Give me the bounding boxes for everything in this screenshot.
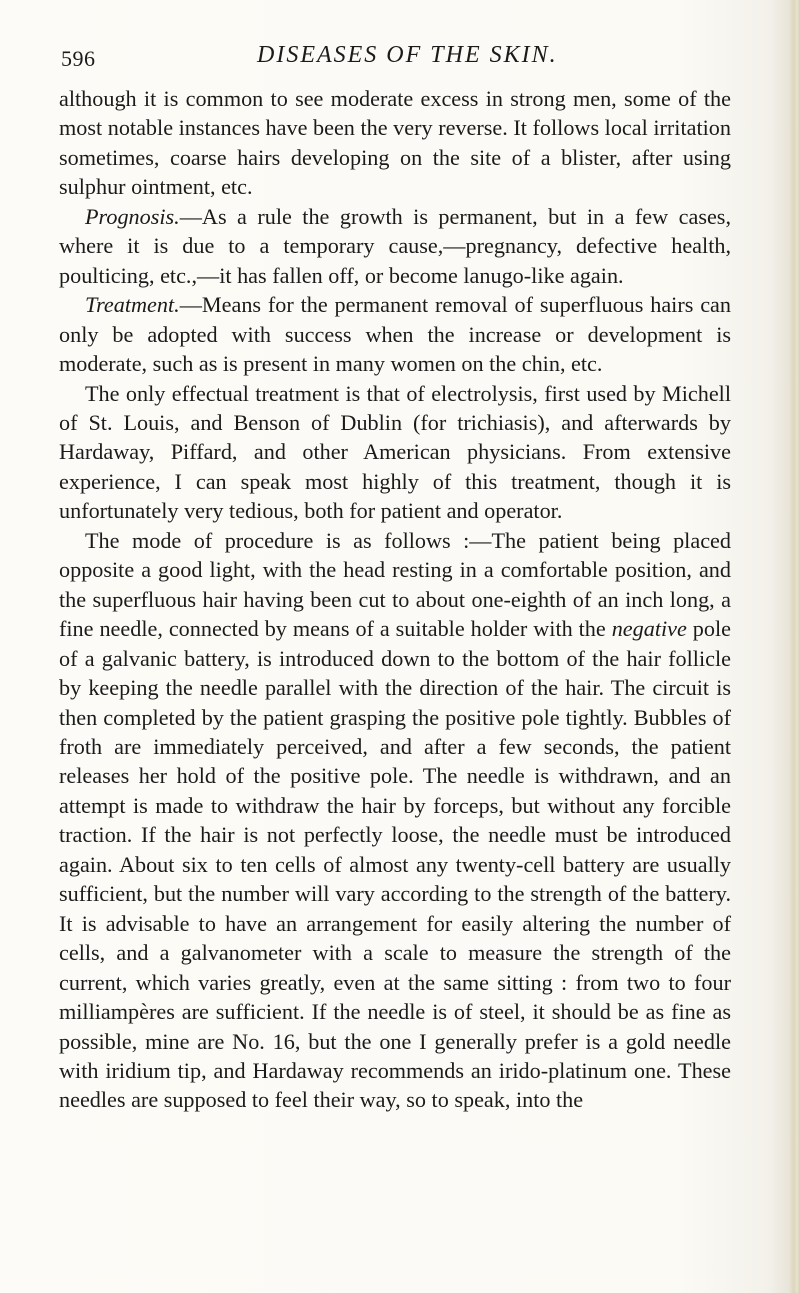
page-number: 596 bbox=[61, 46, 96, 71]
page-edge bbox=[790, 0, 800, 1293]
paragraph-procedure: The mode of procedure is as follows :—The patient being placed opposite a good light, with the head resting in a comfortable position, and the superfluous hair having been cut to about one-eighth of an inch long, a fine needle, connected by means of a suitable holder with the negative pole of a galvanic battery, is introduced down to the bottom of the hair follicle by keeping the needle parallel with the direction of the hair. The circuit is then completed by the patient grasping the positive pole tightly. Bubbles of froth are immediately perceived, and after a few seconds, the patient releases her hold of the positive pole. The needle is withdrawn, and an attempt is made to withdraw the hair by forceps, but without any forcible traction. If the hair is not perfectly loose, the needle must be introduced again. About six to ten cells of almost any twenty-cell battery are usually sufficient, but the number will vary according to the strength of the battery. It is advisable to have an arrangement for easily altering the number of cells, and a galvanometer with a scale to measure the strength of the current, which varies greatly, even at the same sitting : from two to four milliampères are sufficient. If the needle is of steel, it should be as fine as possible, mine are No. 16, but the one I generally prefer is a gold needle with iridium tip, and Hardaway recommends an irido-platinum one. These needles are supposed to feel their way, so to speak, into the bbox=[59, 527, 732, 1113]
paragraph-intro: although it is common to see moderate excess in strong men, some of the most notable instances have been the very reverse. It follows local irritation sometimes, coarse hairs developing on the site of a blister, after using sulphur ointment, etc. bbox=[59, 86, 731, 200]
emphasis-negative: negative bbox=[611, 616, 687, 642]
treatment-heading: Treatment. bbox=[85, 292, 180, 318]
paragraph-electrolysis: The only effectual treatment is that of electrolysis, first used by Michell of St. Louis, and Benson of Dublin (for trichiasis), and afterwards by Hardaway, Piffard, and other American physicians. From extensive experience, I can speak most highly of this treatment, though it is unfortunately very tedious, both for patient and operator. bbox=[59, 380, 731, 524]
page-header bbox=[61, 42, 621, 76]
prognosis-heading: Prognosis. bbox=[85, 203, 180, 229]
running-title: DISEASES OF THE SKIN. bbox=[257, 42, 558, 68]
paragraph-treatment: Treatment.—Means for the permanent removal of superfluous hairs can only be adopted with success when the increase or development is moderate, such as is present in many women on the chin, etc. bbox=[59, 292, 731, 377]
paragraph-prognosis: Prognosis.—As a rule the growth is permanent, but in a few cases, where it is due to a temporary cause,—pregnancy, defective health, poulticing, etc.,—it has fallen off, or become lanugo-like again. bbox=[59, 203, 731, 288]
body-text bbox=[59, 84, 731, 1115]
